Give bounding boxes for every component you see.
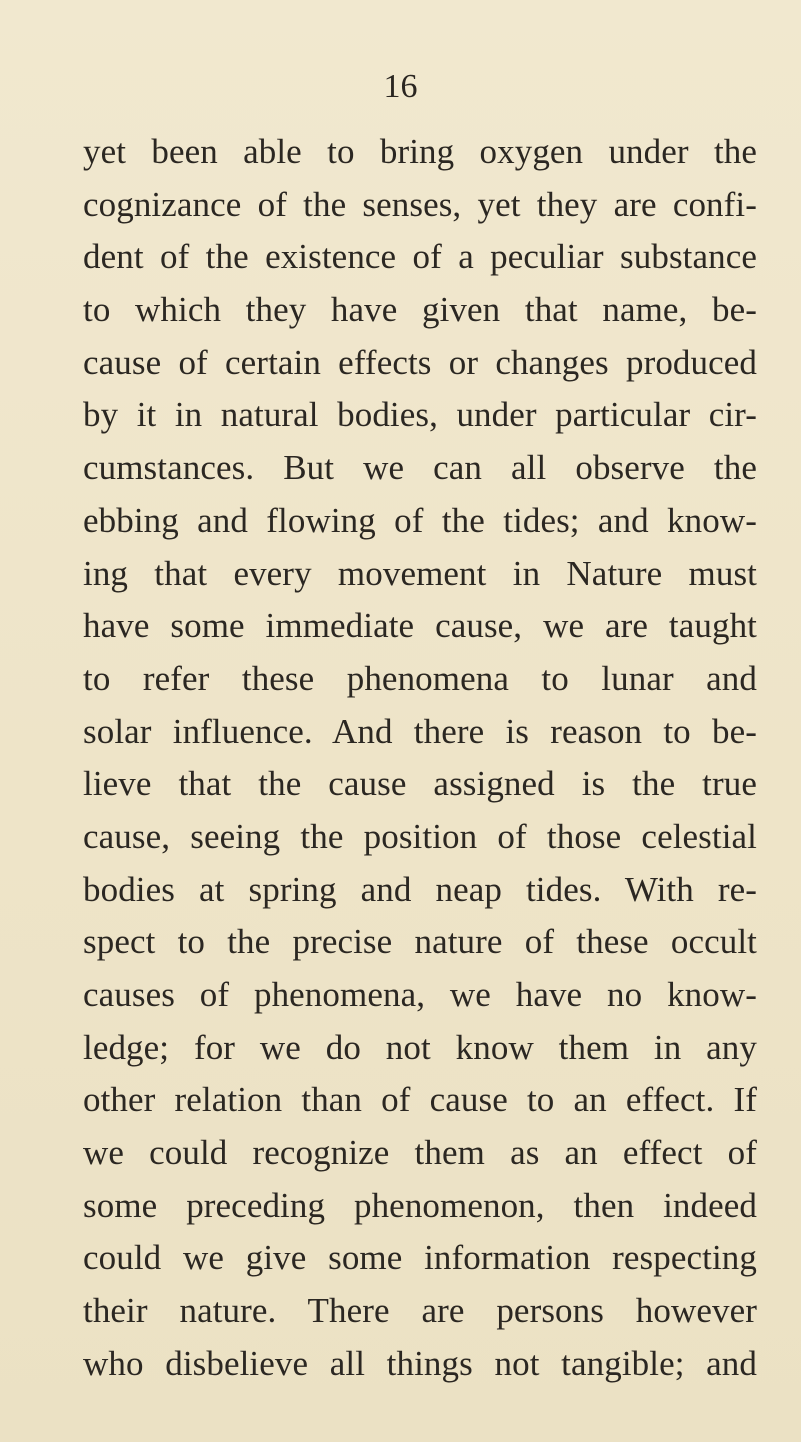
text-line: could we give some information respecting xyxy=(83,1238,757,1278)
text-line: cognizance of the senses, yet they are confi- xyxy=(83,184,757,224)
text-line: ledge; for we do not know them in any xyxy=(83,1027,757,1067)
text-line: bodies at spring and neap tides. With re- xyxy=(83,869,757,909)
text-line: who disbelieve all things not tangible; and xyxy=(83,1343,757,1383)
page-number: 16 xyxy=(383,68,418,105)
text-line: to which they have given that name, be- xyxy=(83,290,757,330)
text-line: by it in natural bodies, under particular cir- xyxy=(83,395,757,435)
text-line: we could recognize them as an effect of xyxy=(83,1133,757,1173)
text-line: other relation than of cause to an effect. If xyxy=(83,1080,757,1120)
text-line: dent of the existence of a peculiar substance xyxy=(83,237,757,277)
text-line: cumstances. But we can all observe the xyxy=(83,448,757,488)
text-line: solar influence. And there is reason to be- xyxy=(83,711,757,751)
text-line: yet been able to bring oxygen under the xyxy=(83,132,757,171)
text-line: some preceding phenomenon, then indeed xyxy=(83,1185,757,1225)
text-line: spect to the precise nature of these occult xyxy=(83,922,757,962)
text-line: ing that every movement in Nature must xyxy=(83,553,757,593)
text-line: have some immediate cause, we are taught xyxy=(83,606,757,646)
text-line: causes of phenomena, we have no know- xyxy=(83,975,757,1014)
text-line: to refer these phenomena to lunar and xyxy=(83,658,757,698)
text-line: ebbing and flowing of the tides; and know- xyxy=(83,500,757,540)
body-text xyxy=(83,126,757,1391)
text-line: cause, seeing the position of those celestial xyxy=(83,816,757,856)
text-line: cause of certain effects or changes produced xyxy=(83,342,757,382)
text-line: their nature. There are persons however xyxy=(83,1291,757,1331)
text-line: lieve that the cause assigned is the true xyxy=(83,764,757,804)
